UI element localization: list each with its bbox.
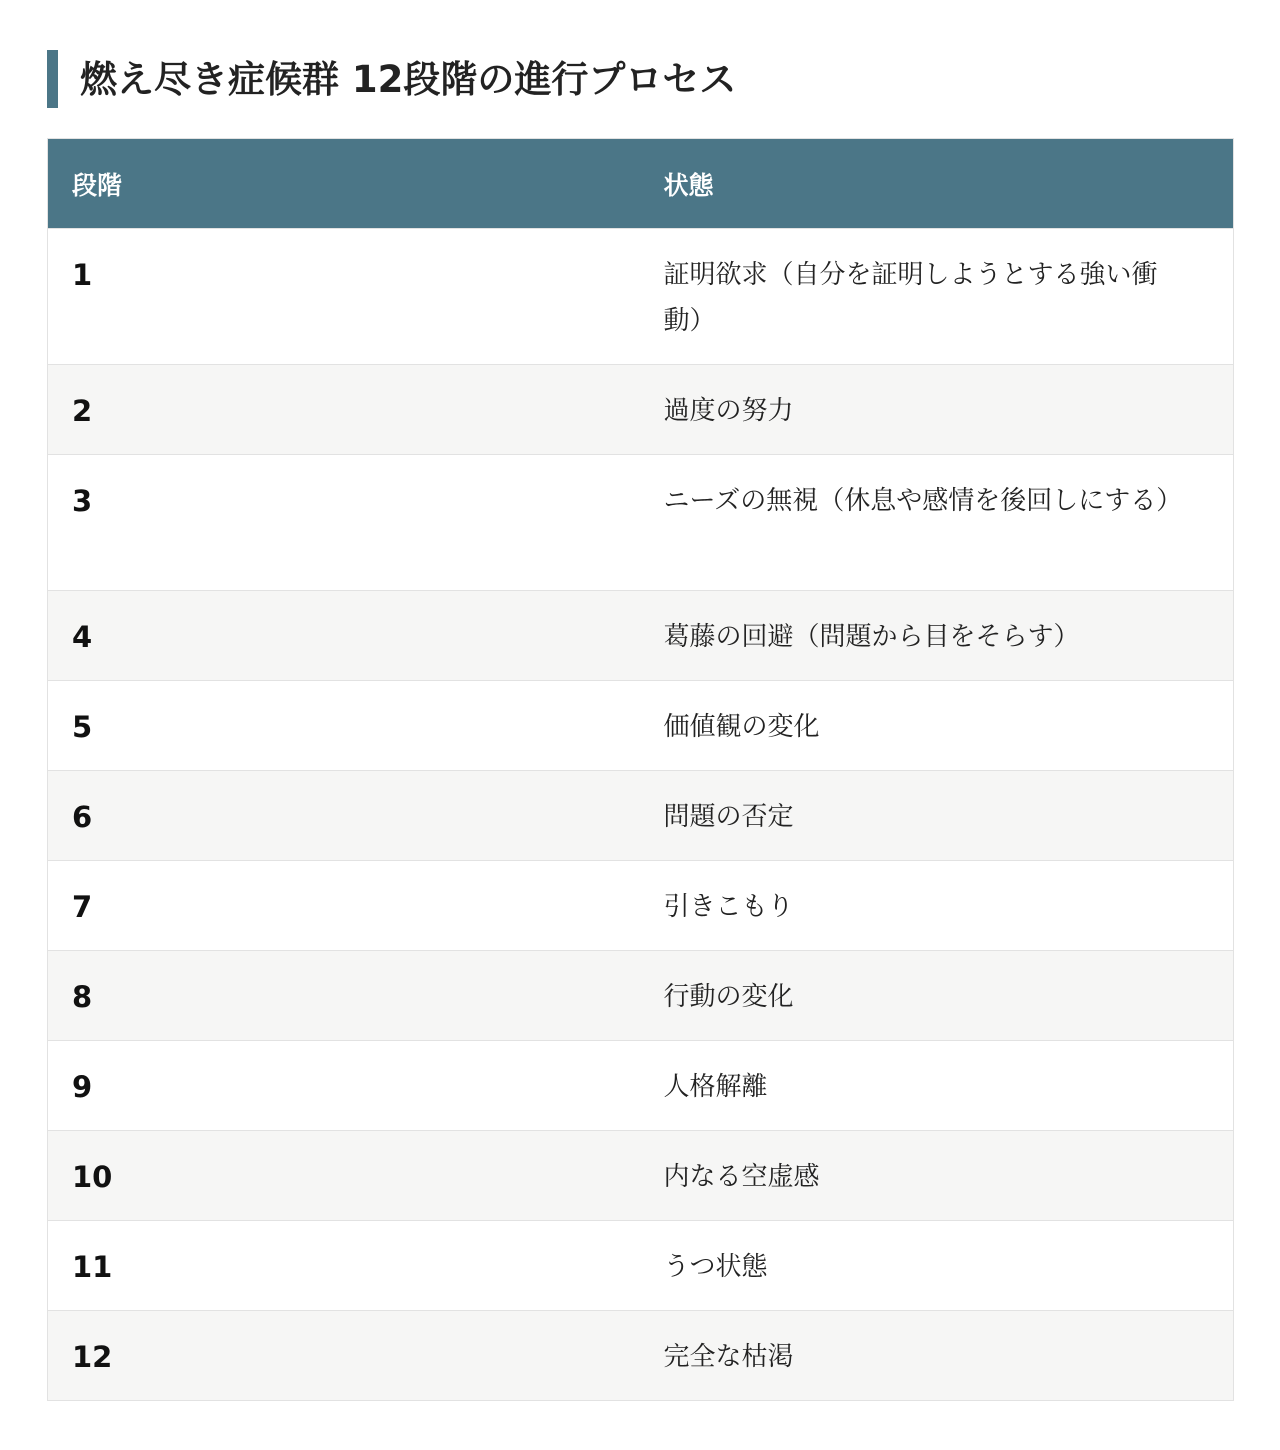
table-row: [48, 229, 1234, 365]
stage-number: 5: [48, 681, 640, 771]
stage-number: 8: [48, 951, 640, 1041]
stage-number: 2: [48, 365, 640, 455]
stage-state: 価値観の変化: [640, 681, 1234, 771]
column-header-state: 状態: [640, 139, 1234, 229]
stage-state: 人格解離: [640, 1041, 1234, 1131]
stage-state: 葛藤の回避（問題から目をそらす）: [640, 591, 1234, 681]
table-row: [48, 681, 1234, 771]
stage-number: 7: [48, 861, 640, 951]
stage-number: 12: [48, 1311, 640, 1401]
stage-number: 4: [48, 591, 640, 681]
table-header-row: [48, 139, 1234, 229]
stage-state: 引きこもり: [640, 861, 1234, 951]
column-header-stage: 段階: [48, 139, 640, 229]
table-row: [48, 771, 1234, 861]
stage-number: 3: [48, 455, 640, 591]
stage-number: 9: [48, 1041, 640, 1131]
stage-state: うつ状態: [640, 1221, 1234, 1311]
table-body: [48, 229, 1234, 1401]
table-row: [48, 455, 1234, 591]
stage-state: 内なる空虚感: [640, 1131, 1234, 1221]
table-row: [48, 591, 1234, 681]
table-row: [48, 365, 1234, 455]
stage-state: 過度の努力: [640, 365, 1234, 455]
stage-number: 10: [48, 1131, 640, 1221]
table-row: [48, 1041, 1234, 1131]
stage-state: 証明欲求（自分を証明しようとする強い衝動）: [640, 229, 1234, 365]
stage-state: 問題の否定: [640, 771, 1234, 861]
table-row: [48, 1221, 1234, 1311]
section-heading: [47, 50, 736, 108]
stages-table-container: [47, 138, 1233, 1401]
stage-number: 1: [48, 229, 640, 365]
table-row: [48, 861, 1234, 951]
table-row: [48, 1131, 1234, 1221]
stage-state: ニーズの無視（休息や感情を後回しにする）: [640, 455, 1234, 591]
stage-number: 6: [48, 771, 640, 861]
table-row: [48, 1311, 1234, 1401]
table-header: [48, 139, 1234, 229]
stage-number: 11: [48, 1221, 640, 1311]
stage-state: 完全な枯渇: [640, 1311, 1234, 1401]
stages-table: [47, 138, 1234, 1401]
table-row: [48, 951, 1234, 1041]
stage-state: 行動の変化: [640, 951, 1234, 1041]
page-title: 燃え尽き症候群 12段階の進行プロセス: [80, 57, 737, 101]
